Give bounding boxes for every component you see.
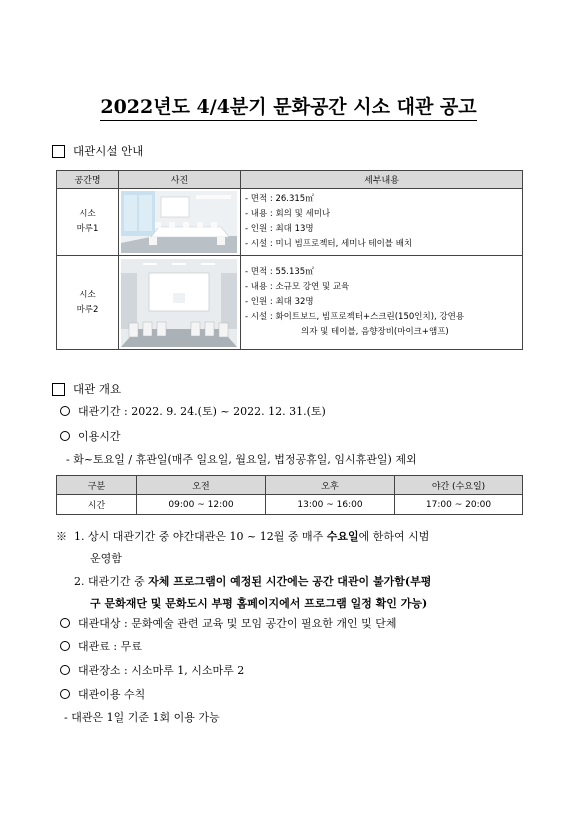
section-facility-guide xyxy=(52,143,143,159)
header-details: 세부내용 xyxy=(241,171,523,189)
header-category: 구분 xyxy=(57,476,137,495)
note-1: ※ 1. 상시 대관기간 중 야간대관은 10 ~ 12월 중 매주 수요일에 한하여 시범 xyxy=(56,530,430,543)
circle-bullet-icon xyxy=(60,689,70,699)
checkbox-square-icon xyxy=(52,145,65,158)
detail-facilities: - 시설 : 미니 빔프로젝터, 세미나 테이블 배치 xyxy=(245,239,413,249)
note-1-cont: 운영함 xyxy=(90,552,122,565)
rental-fee: 대관료 : 무료 xyxy=(60,638,142,654)
space-name-maru1: 시소 마루1 xyxy=(57,189,119,256)
rental-rule-1: - 대관은 1일 기준 1회 이용 가능 xyxy=(64,711,220,724)
cell-afternoon: 13:00 ~ 16:00 xyxy=(266,495,395,515)
header-night: 야간 (수요일) xyxy=(395,476,523,495)
rental-place: 대관장소 : 시소마루 1, 시소마루 2 xyxy=(60,662,244,678)
cell-label: 시간 xyxy=(57,495,137,515)
rental-period: 대관기간 : 2022. 9. 24.(토) ~ 2022. 12. 31.(토) xyxy=(60,403,326,419)
header-space-name: 공간명 xyxy=(57,171,119,189)
rental-target: 대관대상 : 문화예술 관련 교육 및 모임 공간이 필요한 개인 및 단체 xyxy=(60,615,396,631)
section-label: 대관시설 안내 xyxy=(73,144,144,158)
cell-morning: 09:00 ~ 12:00 xyxy=(137,495,266,515)
note-2-cont: 구 문화재단 및 문화도시 부평 홈페이지에서 프로그램 일정 확인 가능) xyxy=(90,597,428,610)
circle-bullet-icon xyxy=(60,618,70,628)
circle-bullet-icon xyxy=(60,665,70,675)
table-row xyxy=(57,189,523,256)
facility-table xyxy=(56,170,523,350)
circle-bullet-icon xyxy=(60,431,70,441)
usage-days: - 화~토요일 / 휴관일(매주 일요일, 월요일, 법정공휴일, 임시휴관일) 제외 xyxy=(66,453,417,466)
details-maru1 xyxy=(241,189,523,256)
detail-area: - 면적 : 55.135㎡ xyxy=(245,267,314,277)
meeting-room-photo xyxy=(121,191,237,253)
page-title: 2022년도 4/4분기 문화공간 시소 대관 공고 xyxy=(0,92,577,119)
photo-cell xyxy=(119,189,241,256)
circle-bullet-icon xyxy=(60,406,70,416)
lecture-room-photo xyxy=(121,259,237,347)
section-label: 대관 개요 xyxy=(73,382,122,396)
circle-bullet-icon xyxy=(60,641,70,651)
note-2: 2. 대관기간 중 자체 프로그램이 예정된 시간에는 공간 대관이 불가함(부평 xyxy=(74,575,432,588)
cell-night: 17:00 ~ 20:00 xyxy=(395,495,523,515)
detail-facilities: - 시설 : 화이트보드, 빔프로젝터+스크린(150인치), 강연용 xyxy=(245,312,465,322)
details-maru2 xyxy=(241,256,523,350)
section-rental-overview xyxy=(52,381,121,397)
checkbox-square-icon xyxy=(52,383,65,396)
detail-capacity: - 인원 : 최대 13명 xyxy=(245,224,314,234)
detail-facilities-cont: 의자 및 테이블, 음향장비(마이크+앰프) xyxy=(301,327,449,337)
header-afternoon: 오후 xyxy=(266,476,395,495)
detail-content: - 내용 : 소규모 강연 및 교육 xyxy=(245,282,350,292)
reference-mark: ※ xyxy=(56,530,67,543)
detail-content: - 내용 : 회의 및 세미나 xyxy=(245,209,331,219)
table-row xyxy=(57,256,523,350)
table-row xyxy=(57,495,523,515)
header-morning: 오전 xyxy=(137,476,266,495)
time-table xyxy=(56,475,523,515)
photo-cell xyxy=(119,256,241,350)
usage-time: 이용시간 xyxy=(60,428,121,444)
header-photo: 사진 xyxy=(119,171,241,189)
detail-capacity: - 인원 : 최대 32명 xyxy=(245,297,314,307)
rental-rules: 대관이용 수칙 xyxy=(60,686,145,702)
detail-area: - 면적 : 26.315㎡ xyxy=(245,194,314,204)
space-name-maru2: 시소 마루2 xyxy=(57,256,119,350)
